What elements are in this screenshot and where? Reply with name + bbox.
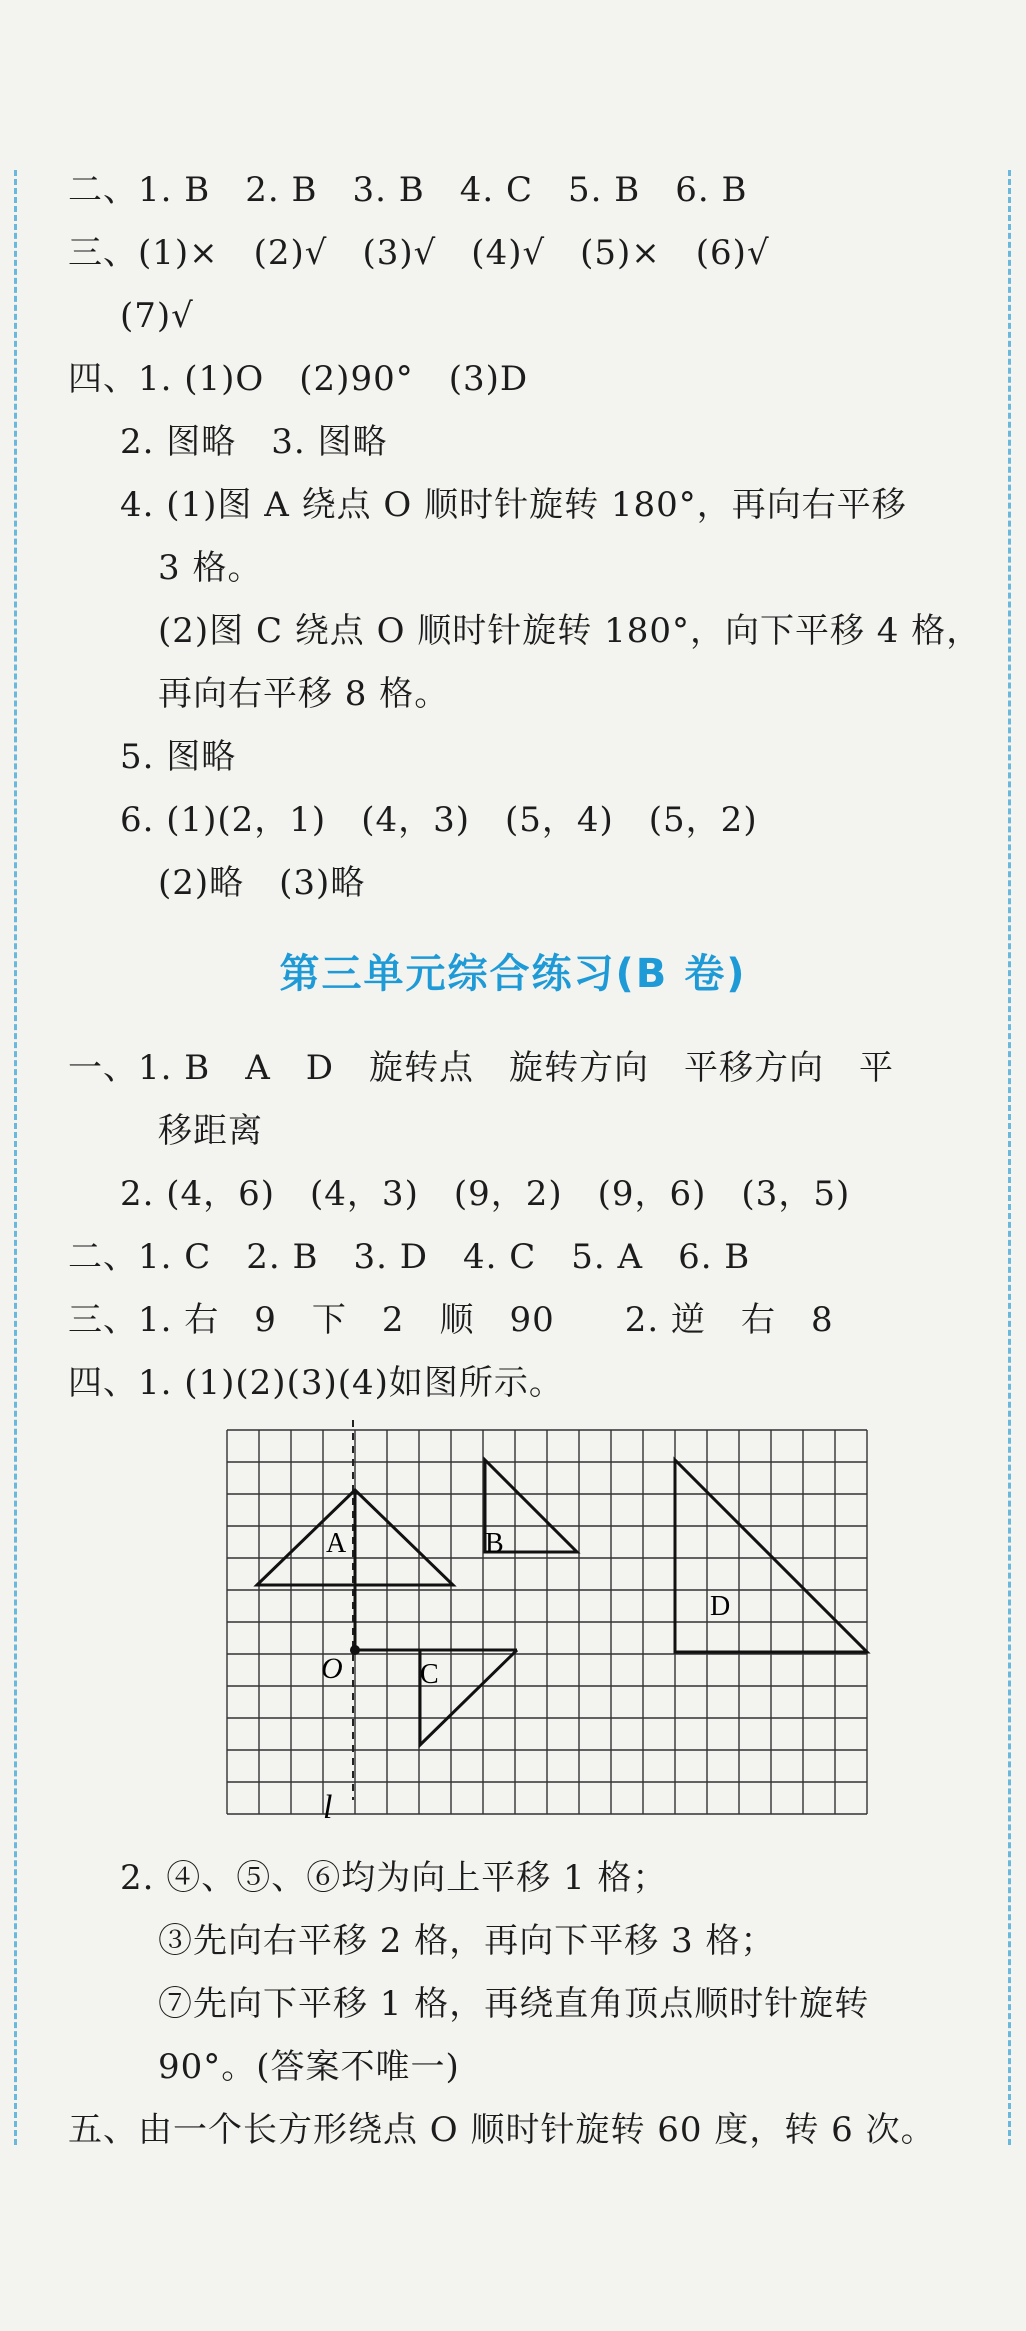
answer-line: 6. (1)(2，1) (4，3) (5，4) (5，2): [120, 800, 758, 840]
section-title: 第三单元综合练习(B 卷): [279, 951, 747, 997]
answer-line: 四、1. (1)(2)(3)(4)如图所示。: [68, 1363, 564, 1403]
answer-line: 2. 图略 3. 图略: [120, 422, 388, 462]
answer-line: (2)图 C 绕点 O 顺时针旋转 180°，向下平移 4 格，: [158, 611, 982, 651]
label-l: l: [323, 1789, 333, 1826]
answer-line: 四、1. (1)O (2)90° (3)D: [68, 359, 529, 399]
answer-line: 2. (4，6) (4，3) (9，2) (9，6) (3，5): [120, 1174, 851, 1214]
answer-line: (7)√: [120, 296, 194, 336]
answer-line: 再向右平移 8 格。: [158, 674, 450, 714]
answer-line: 4. (1)图 A 绕点 O 顺时针旋转 180°，再向右平移: [120, 485, 907, 525]
answer-line: 2. ④、⑤、⑥均为向上平移 1 格；: [120, 1858, 668, 1898]
label-c: C: [420, 1659, 439, 1690]
answer-line: ⑦先向下平移 1 格，再绕直角顶点顺时针旋转: [158, 1984, 870, 2024]
answer-line: 一、1. B A D 旋转点 旋转方向 平移方向 平: [68, 1048, 895, 1088]
answer-line: 五、由一个长方形绕点 O 顺时针旋转 60 度，转 6 次。: [68, 2110, 936, 2150]
answer-line: 三、(1)× (2)√ (3)√ (4)√ (5)× (6)√: [68, 233, 770, 273]
answer-line: 5. 图略: [120, 737, 237, 777]
answer-line: 90°。(答案不唯一): [158, 2047, 460, 2087]
label-b: B: [485, 1528, 504, 1559]
answer-line: 二、1. B 2. B 3. B 4. C 5. B 6. B: [68, 170, 748, 210]
answer-line: ③先向右平移 2 格，再向下平移 3 格；: [158, 1921, 776, 1961]
answer-line: 三、1. 右 9 下 2 顺 90 2. 逆 右 8: [68, 1300, 834, 1340]
right-dashed-border: [1008, 170, 1011, 2145]
left-dashed-border: [14, 170, 17, 2145]
label-a: A: [326, 1528, 347, 1559]
label-o: O: [321, 1652, 343, 1685]
rotation-grid-figure: [215, 1420, 875, 1840]
answer-line: 3 格。: [158, 548, 263, 588]
answer-line: (2)略 (3)略: [158, 863, 366, 903]
answer-line: 二、1. C 2. B 3. D 4. C 5. A 6. B: [68, 1237, 751, 1277]
label-d: D: [710, 1591, 731, 1622]
point-o: [350, 1645, 360, 1655]
answer-line: 移距离: [158, 1111, 263, 1151]
